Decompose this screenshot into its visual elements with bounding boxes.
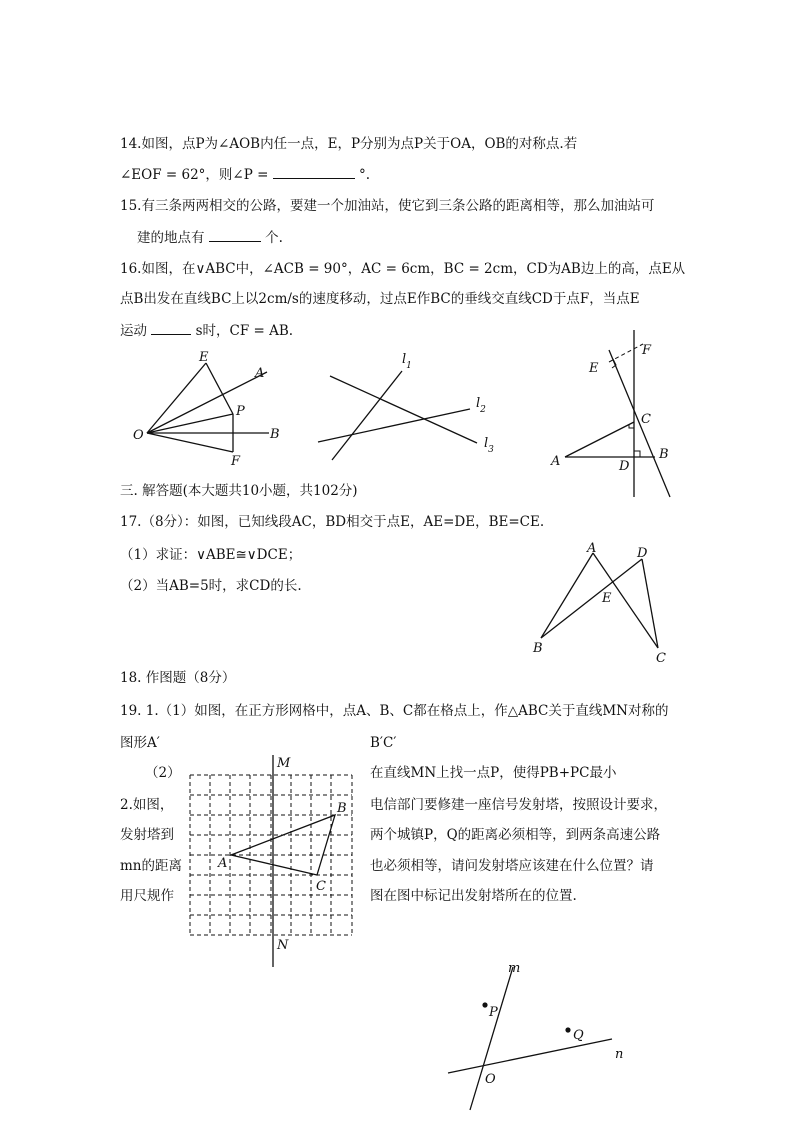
label-m: M [277, 756, 291, 771]
figure-three-lines [310, 345, 500, 470]
q15-line2-end: 个. [265, 230, 283, 246]
label-a: A [255, 366, 265, 381]
figure-grid-mn [185, 755, 360, 970]
segment-ac [565, 422, 634, 457]
q16-line1: 16.如图，在∨ABC中，∠ACB = 90°，AC = 6cm，BC = 2cm，CD为AB边上的高，点E从 [120, 261, 686, 277]
line-l3 [330, 376, 477, 443]
label-a: A [551, 454, 561, 469]
label-e: E [199, 350, 209, 365]
q2-left-line4: 用尺规作 [120, 888, 174, 904]
q14-line2-text: ∠EOF = 62°，则∠P = [120, 167, 269, 183]
line-l2 [318, 409, 470, 442]
q17-head: 17.（8分）：如图，已知线段AC，BD相交于点E，AE=DE，BE=CE. [120, 514, 545, 530]
line-l1 [332, 371, 402, 460]
segment-dc [642, 559, 658, 648]
line-eb [609, 350, 670, 497]
label-a: A [218, 856, 228, 871]
q15-line2-text: 建的地点有 [137, 230, 205, 246]
segment-bd [541, 559, 642, 638]
label-e: E [602, 591, 612, 606]
label-b: B [533, 641, 543, 656]
label-d: D [619, 459, 630, 474]
triangle-abc [231, 815, 335, 875]
figure-roads-towns [440, 955, 640, 1115]
ray-oa [147, 372, 267, 433]
q19-line2-right: B′C′ [370, 735, 397, 751]
q19-part2-text: 在直线MN上找一点P，使得PB+PC最小 [370, 765, 617, 781]
grid-lines [190, 775, 352, 935]
figure-right-triangle [545, 330, 685, 505]
q16-line3-end: s时，CF = AB. [195, 323, 294, 339]
label-c: C [656, 651, 666, 666]
q19-line2-left: 图形A′ [120, 735, 160, 751]
label-a: A [587, 541, 597, 556]
segment-ep [206, 363, 233, 414]
town-p-dot [482, 1002, 487, 1007]
figure-angle-aob [125, 345, 295, 475]
q15-line1: 15.有三条两两相交的公路，要建一个加油站，使它到三条公路的距离相等，那么加油站可 [120, 198, 655, 214]
label-b: B [659, 447, 669, 462]
label-b: B [337, 801, 347, 816]
label-f: F [642, 343, 652, 358]
label-e: E [589, 361, 599, 376]
q2-left-line1: 2.如图， [120, 797, 174, 813]
q17-part2: （2）当AB=5时，求CD的长. [120, 578, 302, 594]
q14-answer-blank [273, 164, 355, 179]
q16-answer-blank [151, 320, 191, 335]
segment-of [147, 433, 233, 452]
label-m: m [508, 961, 521, 976]
label-l1: $l_1$ [402, 352, 412, 371]
label-c: C [641, 412, 651, 427]
q19-line1: 19. 1.（1）如图，在正方形网格中，点A、B、C都在格点上，作△ABC关于直线MN对称的 [120, 703, 669, 719]
label-d: D [637, 546, 648, 561]
q2-left-line3: mn的距离 [120, 858, 182, 874]
q2-right-line3: 也必须相等，请问发射塔应该建在什么位置？请 [370, 858, 654, 874]
q2-right-line4: 图在图中标记出发射塔所在的位置. [370, 888, 577, 904]
q18-heading: 18. 作图题（8分） [120, 670, 236, 686]
segment-ab [541, 553, 593, 638]
q17-part1: （1）求证：∨ABE≅∨DCE； [120, 547, 302, 563]
q15-line2 [137, 227, 283, 248]
section3-heading: 三. 解答题(本大题共10小题，共102分) [120, 483, 358, 499]
label-n: n [615, 1047, 624, 1062]
q14-line1: 14.如图，点P为∠AOB内任一点，E，P分别为点P关于OA，OB的对称点.若 [120, 136, 578, 152]
road-n [448, 1039, 612, 1073]
label-p: P [489, 1005, 498, 1020]
label-b: B [270, 427, 280, 442]
label-l2: $l_2$ [476, 396, 486, 415]
q14-line2 [120, 164, 370, 185]
q16-line3-text: 运动 [120, 323, 147, 339]
q19-part2-number: （2） [145, 765, 181, 781]
label-n: N [277, 938, 289, 953]
town-q-dot [565, 1027, 570, 1032]
figure-crossing-segments [525, 538, 675, 668]
q15-answer-blank [209, 227, 261, 242]
right-angle-d [634, 451, 640, 457]
label-o: O [133, 428, 144, 443]
label-q: Q [573, 1028, 584, 1043]
label-c: C [316, 879, 326, 894]
q14-line2-end: °. [359, 167, 371, 183]
q16-line2: 点B出发在直线BC上以2cm/s的速度移动，过点E作BC的垂线交直线CD于点F，当点E [120, 291, 640, 307]
label-p: P [236, 404, 245, 419]
label-l3: $l_3$ [484, 436, 494, 455]
q2-right-line1: 电信部门要修建一座信号发射塔，按照设计要求， [370, 797, 667, 813]
dashed-ef [609, 344, 643, 362]
q2-right-line2: 两个城镇P，Q的距离必须相等，到两条高速公路 [370, 827, 661, 843]
q2-left-line2: 发射塔到 [120, 827, 174, 843]
label-f: F [231, 454, 241, 469]
q16-line3 [120, 320, 293, 341]
label-o: O [485, 1072, 496, 1087]
road-m [470, 967, 513, 1110]
